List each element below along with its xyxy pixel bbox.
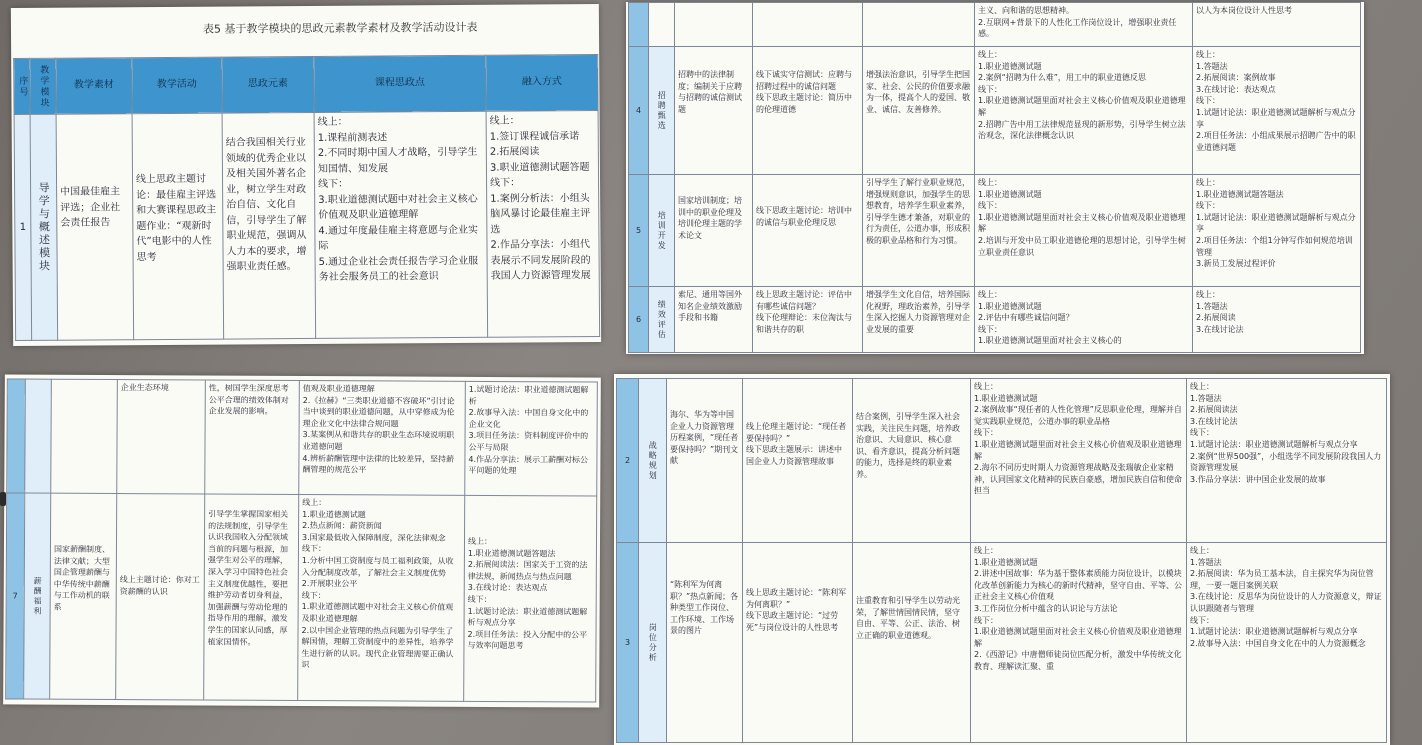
row-no: 2 <box>617 379 639 543</box>
header-method: 融入方式 <box>486 54 598 111</box>
table-strategy-job <box>616 378 1387 743</box>
row-points: 线上： 1.职业道德测试题 线下： 1.职业道德测试题里面对社会主义核心价值观及职业道德理解 2.培训与开发中员工职业道德伦理的思想讨论，引导学生树立职业责任意识 <box>975 175 1193 287</box>
row-module: 招聘甄选 <box>649 47 675 175</box>
row-material: 国家培训制度；培训中的职业伦理及培训伦理主题的学术论文 <box>675 175 753 287</box>
row-module: 导学与概述模块 <box>30 114 58 340</box>
table-guide-module <box>13 54 600 341</box>
row-no: 7 <box>6 493 25 699</box>
row-no: 4 <box>629 47 649 175</box>
row-points: 线上： 1.职业道德测试题 2.讲述中国故事：华为基于整体素质能力岗位设计，以模块化改革创新能力为核心的新时代精神，坚守自由、平等、公正社会主义核心价值观 3.工作岗位分析中蕴含的认识论与方法论 线下： 1.职业道德测试题里面对社会主义核心价值观及职业道德理解 2.《西游记》中唐僧师徒岗位匹配分析，激发中华传统文化教育、理解读汇聚、重 <box>971 543 1187 743</box>
header-module: 教学模块 <box>30 58 56 114</box>
row-element: 结合我国相关行业领域的优秀企业以及相关国外著名企业，树立学生对政治自信、文化自信，引导学生了解职业规范，强调从人力本的要求，增强职业责任感。 <box>222 112 316 339</box>
row-material: “陈利军为何离职？”热点新闻；各种类型工作岗位、工作环境、工作场景的图片 <box>667 543 743 743</box>
table-row <box>629 287 1361 353</box>
row-element: 注重教育和引导学生以劳动光荣，了解世情国情民情，坚守自由、平等、公正、法治、树立正确的职业道德观。 <box>853 543 971 743</box>
row-element: 性，树国学生深度思考公平合理的绩效体制对企业发展的影响。 <box>205 380 300 494</box>
header-activity: 教学活动 <box>132 57 222 114</box>
row-module: 绩效评估 <box>649 287 675 353</box>
sheet-top-right <box>626 2 1364 354</box>
row-module: 岗位分析 <box>639 543 667 743</box>
table-title: 表5 基于教学模块的思政元素教学素材及教学活动设计表 <box>202 20 478 36</box>
sheet-bottom-left <box>3 374 601 707</box>
row-material: 索尼、通用等国外知名企业绩效激励手段和书籍 <box>675 287 753 353</box>
row-method: 线上： 1.答题法 2.拓展阅读：案例故事 3.在线讨论：表达观点 线下： 1.试题讨论法：职业道德测试题解析与观点分享 2.项目任务法：小组成果展示招聘广告中的职业道德问题 <box>1193 47 1361 175</box>
row-activity: 线下思政主题讨论：培训中的诚信与职业伦理反思 <box>753 175 863 287</box>
row-method: 1.试题讨论法：职业道德测试题解析 2.故事导入法：中国自身文化中的企业文化 3.项目任务法：资料制度评价中的公平与局限 4.作品分享法：展示工薪酬对标公平问题的处理 <box>465 381 598 496</box>
clip-edge <box>0 492 6 506</box>
row-method: 线上： 1.签订课程诚信承诺 2.拓展阅读 3.职业道德测试题答题 线下： 1.案例分析法：小组头脑风暴讨论最佳雇主评选 2.作品分享法：小组代表展示不同发展阶段的我国人力资源管理发展 <box>486 110 600 337</box>
row-no: 3 <box>617 543 639 743</box>
table-row <box>617 379 1387 543</box>
row-no: 6 <box>629 287 649 353</box>
row-module: 培训开发 <box>649 175 675 287</box>
row-method: 线上： 1.答题法 2.拓展阅读法 3.在线讨论法 线下： 1.试题讨论法：职业道德测试题解析与观点分享 2.案例“世界500强”，小组选学不同发展阶段我国人力资源管理发展 3.作品分享法：讲中国企业发展的故事 <box>1187 379 1387 543</box>
row-points: 线上： 1.课程前测表述 2.不同时期中国人才战略，引导学生知国情、知发展 线下： 3.职业道德测试题中对社会主义核心价值观及职业道德理解 4.通过年度最佳雇主将意愿与企业实际 5.通过企业社会责任报告学习企业服务社会服务员工的社会意识 <box>314 111 488 338</box>
sheet-bottom-right <box>614 374 1390 745</box>
table-recruit-train-perf: 主义、向和谐的思想精神。 2.互联网+背景下的人性化工作岗位设计，增强职业责任感。 以人为本岗位设计人性思考 4 招聘甄选 招聘中的法律制度；编制关于应聘与招聘的诚信测试题 线下诚实守信测试：应聘与招聘过程中的诚信问题 线下思政主题讨论：简历中的伦理道德 增强法治意识，引导学生把国家、社会、公民的价值要求融为一体，提高个人的爱国、敬业、诚信、友善修养。 线上： 1.职业道德测试题 2.案例“招聘为什么难”，用工中的职业道德反思 线下： 1.职业道德测试题里面对社会主义核心价值观及职业道德理解 2.招聘广告中用工法律规范显现的新形势，引导学生树立法治观念，深化法律概念认识 线上： 1.答题法 2.拓展阅读：案例故事 3.在线讨论：表达观点 线下： 1.试题讨论法：职业道德测试题解析与观点分享 2.项目任务法：小组成果展示招聘广告中的职业道德问题 5 培训开发 国家培训制度；培训中的职业伦理及培训伦理主题的学术论文 线下思政主题讨论：培训中的诚信与职业伦理反思 引导学生了解行业职业规范，增强规则意识，加强学生的思想教育，培养学生职业素养，引导学生德才兼备，对职业的行为责任，公道办事，形成积极的职业品格和行为习惯。 线上： 1.职业道德测试题 线下： 1.职业道德测试题里面对社会主义核心价值观及职业道德理解 2.培训与开发中员工职业道德伦理的思想讨论，引导学生树立职业责任意识 线上： 1.职业道德测试题答题法 线下： 1.试题讨论法：职业道德测试题解析与观点分享 2.项目任务法：个组1分钟写作如何规范培训管理 3.新员工发展过程评价 6 绩效评估 索尼、通用等国外知名企业绩效激励手段和书籍 线上思政主题讨论：评估中有哪些诚信问题？ 线下伦理辩论：末位淘汰与和谐共存的职 增强学生文化自信，培养国际化视野，理政治素养，引导学生深入挖掘人力资源管理对企业发展的重要 线上： 1.职业道德测试题 2.评估中有哪些诚信问题？ 线下： 1.职业道德测试题里面对社会主义核心的 线上： 1.答题法 2.拓展阅读 3.在线讨论法 <box>628 2 1361 353</box>
row-module: 薪酬福利 <box>24 493 51 699</box>
row-points: 线上： 1.职业道德测试题 2.评估中有哪些诚信问题？ 线下： 1.职业道德测试题里面对社会主义核心的 <box>975 287 1193 353</box>
table-row <box>629 175 1361 287</box>
table-salary <box>5 378 598 702</box>
header-element: 思政元素 <box>222 56 314 113</box>
row-element: 结合案例，引导学生深入社会实践，关注民生问题，培养政治意识、大局意识、核心意识、看齐意识，提高分析问题的能力，选择是终的职业素养。 <box>853 379 971 543</box>
row-material: 中国最佳雇主评选；企业社会责任报告 <box>56 114 134 341</box>
table-row <box>6 493 597 702</box>
row-method: 线上： 1.答题法 2.拓展阅读：华为员工基本法，自主探究华为岗位管理，一要一题目案例关联 3.在线讨论：反思华为岗位设计的人力资源意义，辩证认识跟随者与管理 线下： 1.试题讨论法：职业道德测试题解析与观点分享 2.故事导入法：中国自身文化在中的人力资源概念 <box>1187 543 1387 743</box>
row-material: 海尔、华为等中国企业人力资源管理历程案例，“现任者要保持吗？”期刊文献 <box>667 379 743 543</box>
row-element: 引导学生了解行业职业规范，增强规则意识，加强学生的思想教育，培养学生职业素养，引导学生德才兼备，对职业的行为责任，公道办事，形成积极的职业品格和行为习惯。 <box>863 175 975 287</box>
row-points: 线上： 1.职业道德测试题 2.热点新闻：薪资新闻 3.国家最低收入保障制度，深化法律观念 线下： 1.分析中国工资制度与员工福利政策，从收入分配制度改革，了解社会主义制度优势 2.开展职业公平 线下： 1.职业道德测试题中对社会主义核心价值观及职业道德理解 2.以中国企业管理的热点问题为引导学生了解国情，理解工资制度中的差异性，培养学生进行新的认识。现代企业管理需要正确认识 <box>298 494 465 701</box>
row-activity: 线上思政主题讨论：评估中有哪些诚信问题？ 线下伦理辩论：末位淘汰与和谐共存的职 <box>753 287 863 353</box>
header-material: 教学素材 <box>56 58 132 115</box>
header-points: 课程思政点 <box>314 55 486 112</box>
table-row <box>617 543 1387 743</box>
row-points: 线上： 1.职业道德测试题 2.案例“招聘为什么难”，用工中的职业道德反思 线下： 1.职业道德测试题里面对社会主义核心价值观及职业道德理解 2.招聘广告中用工法律规范显现的新形势，引导学生树立法治观念，深化法律概念认识 <box>975 47 1193 175</box>
row-element: 引导学生掌握国家相关的法规制度，引导学生认识我国收入分配领域当前的问题与根源，加强学生对公平的理解，深入学习中国特色社会主义制度优越性，要把维护劳动者切身利益，加强薪酬与劳动伦理的指导作用的理解，激发学生的国家认同感，厚植家国情怀。 <box>204 494 299 700</box>
row-element: 增强法治意识，引导学生把国家、社会、公民的价值要求融为一体，提高个人的爱国、敬业、诚信、友善修养。 <box>863 47 975 175</box>
table-row <box>629 47 1361 175</box>
row-activity: 线下诚实守信测试：应聘与招聘过程中的诚信问题 线下思政主题讨论：简历中的伦理道德 <box>753 47 863 175</box>
row-points: 线上： 1.职业道德测试题 2.案例故事“现任者的人性化管理”反思职业伦理，理解并自觉实践职业规范，公道办事的职业品格 线下： 1.职业道德测试题里面对社会主义核心价值观及职业道德理解 2.海尔不同历史时期人力资源管理战略及张瑞敏企业家精神，认同国家文化精神的民族自豪感，增加民族自信和使命担当 <box>971 379 1187 543</box>
row-material: 国家薪酬制度、法律文献；大型国企管理薪酬与中华传统中薪酬与工作动机的联系 <box>50 493 117 699</box>
row-material: 招聘中的法律制度；编制关于应聘与招聘的诚信测试题 <box>675 47 753 175</box>
row-method: 线上： 1.职业道德测试题答题法 线下： 1.试题讨论法：职业道德测试题解析与观点分享 2.项目任务法：个组1分钟写作如何规范培训管理 3.新员工发展过程评价 <box>1193 175 1361 287</box>
row-points: 值观及职业道德理解 2.《拉赫》“三类职业道德不容破坏”引讨论当中谈到的职业道德问题，从中穿修成为伦理企业文化中法律合规问题 3.某案例从和谐共存的职业生态环境说明职业道德问题 4.辨析薪酬管理中法律的比较差异，坚持薪酬管理的规范公平 <box>299 380 466 495</box>
row-activity: 线上伦理主题讨论：“现任者要保持吗？” 线下思政主题展示：讲述中国企业人力资源管理故事 <box>743 379 853 543</box>
row-material: 企业生态环境 <box>117 380 206 494</box>
row-no: 5 <box>629 175 649 287</box>
row-element: 增强学生文化自信，培养国际化视野，理政治素养，引导学生深入挖掘人力资源管理对企业发展的重要 <box>863 287 975 353</box>
row-activity: 线上主题讨论：你对工资薪酬的认识 <box>116 494 205 700</box>
header-no: 序号 <box>14 58 30 114</box>
row-activity: 线上思政主题讨论：“陈利军为何离职？” 线下思政主题讨论：“过劳死”与岗位设计的人性思考 <box>743 543 853 743</box>
row-method: 线上： 1.答题法 2.拓展阅读 3.在线讨论法 <box>1193 287 1361 353</box>
row-method: 线上： 1.职业道德测试题答题法 2.拓展阅读法：国家关于工资的法律法规，新闻热点与热点问题 3.在线讨论：表达观点 线下： 1.试题讨论法：职业道德测试题解析与观点分享 2.项目任务法：投入分配中的公平与效率问题思考 <box>464 495 597 702</box>
row-activity: 线上思政主题讨论：最佳雇主评选和大赛课程思政主题作业：“观新时代”电影中的人性思考 <box>132 113 224 340</box>
sheet-top-left <box>11 4 601 346</box>
row-no: 1 <box>14 114 32 340</box>
row-module: 战略规划 <box>639 379 667 543</box>
